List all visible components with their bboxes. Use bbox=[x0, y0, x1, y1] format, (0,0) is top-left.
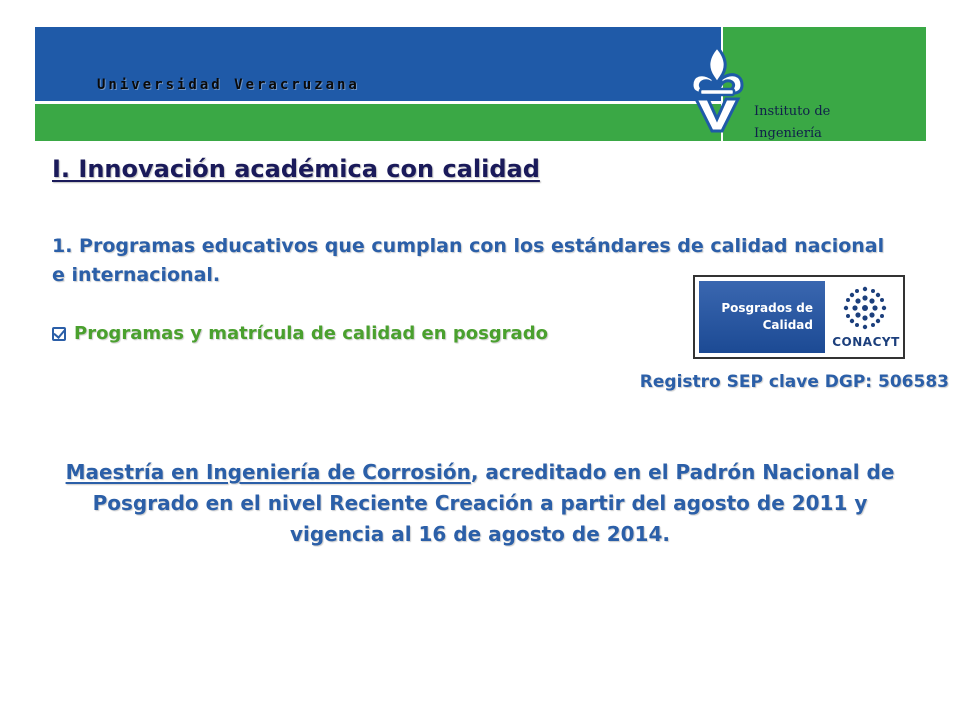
header-green-band bbox=[35, 104, 721, 141]
section-heading: I. Innovación académica con calidad bbox=[52, 155, 540, 183]
institute-name: Instituto de Ingeniería bbox=[754, 104, 831, 141]
bullet-item bbox=[52, 323, 548, 344]
registro-sep: Registro SEP clave DGP: 506583 bbox=[639, 372, 949, 392]
accreditation-paragraph bbox=[60, 457, 900, 550]
checkbox-bullet-icon bbox=[52, 327, 66, 341]
bullet-text: Programas y matrícula de calidad en posgrado bbox=[74, 323, 548, 344]
pnpc-conacyt-badge bbox=[693, 275, 905, 359]
university-name: Universidad Veracruzana bbox=[97, 77, 360, 93]
accreditation-text: , acreditado en el Padrón Nacional de Posgrado en el nivel Reciente Creación a partir del agosto de 2011 y vigencia al 16 de agosto de 2014. bbox=[92, 460, 895, 546]
pnpc-label-line1: Posgrados de bbox=[721, 301, 813, 315]
numbered-item: 1. Programas educativos que cumplan con los estándares de calidad nacional e internacional. bbox=[52, 235, 885, 286]
uv-logo-icon bbox=[686, 45, 748, 133]
header-banner bbox=[35, 27, 926, 141]
conacyt-emblem-icon bbox=[840, 283, 890, 333]
conacyt-label: CONACYT bbox=[832, 335, 900, 349]
pnpc-label-line2: Calidad bbox=[762, 318, 813, 332]
program-name: Maestría en Ingeniería de Corrosión bbox=[65, 460, 471, 484]
pnpc-label bbox=[699, 281, 825, 353]
